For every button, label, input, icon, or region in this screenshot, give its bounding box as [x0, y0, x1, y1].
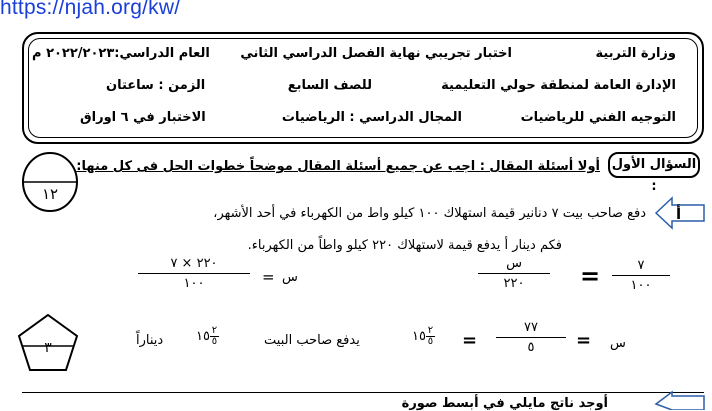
eq1-left-fraction	[612, 258, 670, 293]
eq2-variable: س	[282, 270, 298, 285]
mixed-numerator: ٢	[427, 325, 434, 336]
part-a-text-line2: فكم دينار أ يدفع قيمة لاستهلاك ٢٢٠ كيلو واطاً من الكهرباء.	[247, 238, 562, 253]
section-divider	[22, 392, 704, 393]
source-url[interactable]: https://njah.org/kw/	[0, 0, 181, 19]
fraction-bar	[138, 273, 250, 274]
exam-header	[22, 32, 704, 144]
answer-whole: ١٥	[196, 329, 210, 344]
fraction-bar	[612, 275, 670, 276]
supervision: التوجيه الفني للرياضيات	[520, 110, 676, 125]
total-score: ١٢	[41, 185, 59, 203]
mixed-number	[412, 326, 437, 347]
pages-count: الاختبار في ٦ اوراق	[80, 110, 206, 125]
eq1-left-denominator: ١٠٠	[630, 278, 652, 293]
part-score: ٣	[44, 340, 52, 356]
answer-numerator: ٢	[211, 325, 218, 336]
fraction-bar	[478, 273, 550, 274]
mixed-whole: ١٥	[412, 329, 426, 344]
answer-text: يدفع صاحب البيت	[264, 333, 360, 348]
fraction-bar	[496, 337, 566, 338]
mixed-fraction	[426, 326, 435, 347]
grade: للصف السابع	[287, 78, 372, 93]
eq3-denominator: ٥	[527, 340, 535, 355]
mixed-denominator: ٥	[427, 336, 434, 347]
next-question-text: أوجد ناتج مايلي في أبسط صورة	[401, 396, 608, 411]
answer-mixed-number	[196, 326, 221, 347]
eq2-fraction	[138, 256, 250, 291]
eq1-equals: =	[580, 262, 601, 290]
eq3-equals-2: =	[462, 330, 478, 351]
eq3-numerator: ٧٧	[524, 320, 538, 335]
academic-year: العام الدراسي:٢٠٢٢/٢٠٢٣ م	[32, 46, 210, 61]
eq1-right-denominator: ٢٢٠	[503, 276, 525, 291]
answer-denominator: ٥	[211, 336, 218, 347]
eq3-equals: =	[576, 330, 592, 351]
part-a-marker: أ	[676, 205, 682, 223]
exam-title: اختبار تجريبي نهاية الفصل الدراسي الثاني	[240, 46, 512, 61]
eq1-left-numerator: ٧	[637, 258, 645, 273]
eq2-denominator: ١٠٠	[183, 276, 205, 291]
total-score-circle	[20, 150, 80, 214]
eq1-right-fraction	[478, 256, 550, 291]
answer-unit: ديناراً	[136, 333, 164, 348]
eq2-equals: =	[262, 268, 275, 286]
eq1-right-numerator: س	[506, 256, 522, 271]
instructions: أولا أسئلة المقال : اجب عن جميع أسئلة المقال موضحاً خطوات الحل فى كل منها:	[76, 159, 600, 174]
eq3-fraction	[496, 320, 566, 355]
administration: الإدارة العامة لمنطقة حولي التعليمية	[441, 78, 676, 93]
part-b-marker-arrow	[654, 390, 706, 410]
ministry: وزارة التربية	[595, 46, 676, 61]
question-label: السؤال الأول :	[608, 152, 700, 178]
duration: الزمن : ساعتان	[106, 78, 206, 93]
part-a-text-line1: دفع صاحب بيت ٧ دنانير قيمة استهلاك ١٠٠ كيلو واط من الكهرباء في أحد الأشهر،	[213, 206, 646, 221]
eq3-variable: س	[610, 336, 626, 351]
answer-fraction	[210, 326, 219, 347]
eq2-numerator: ٢٢٠ × ٧	[170, 256, 218, 271]
subject: المجال الدراسي : الرياضيات	[281, 110, 462, 125]
